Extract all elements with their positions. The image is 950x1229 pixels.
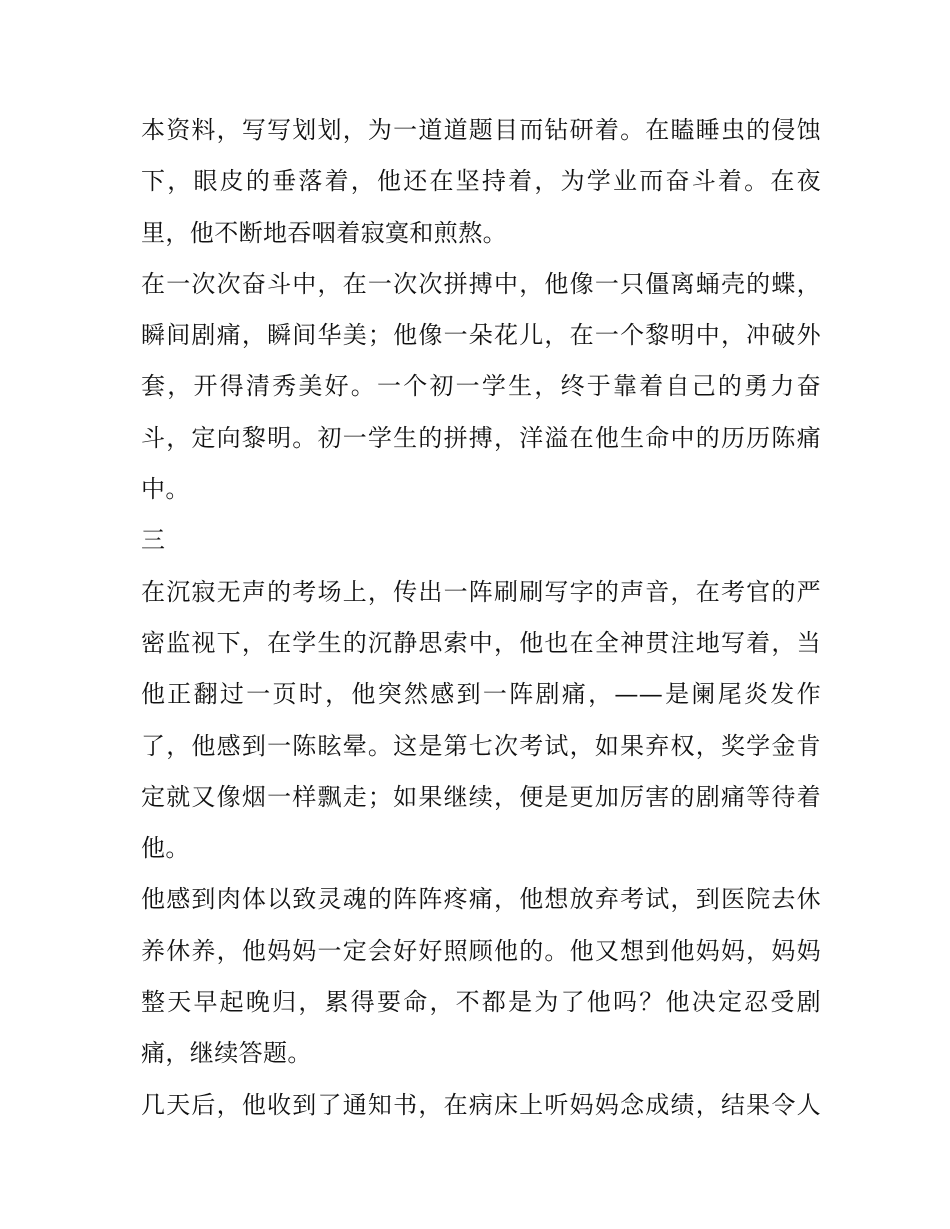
text-line: 几天后，他收到了通知书，在病床上听妈妈念成绩，结果令人: [141, 1090, 821, 1119]
text-line: 瞬间剧痛，瞬间华美；他像一朵花儿，在一个黎明中，冲破外: [141, 321, 821, 350]
text-line: 套，开得清秀美好。一个初一学生，终于靠着自己的勇力奋: [141, 372, 821, 401]
text-line: 他正翻过一页时，他突然感到一阵剧痛，——是阑尾炎发作: [141, 680, 821, 709]
text-line: 他。: [141, 834, 190, 863]
text-line: 了，他感到一陈眩晕。这是第七次考试，如果弃权，奖学金肯: [141, 731, 821, 760]
text-line: 下，眼皮的垂落着，他还在坚持着，为学业而奋斗着。在夜: [141, 167, 821, 196]
text-line: 中。: [141, 475, 190, 504]
text-line: 在一次次奋斗中，在一次次拼搏中，他像一只僵离蛹壳的蝶，: [141, 269, 821, 298]
text-line: 里，他不断地吞咽着寂寞和煎熬。: [141, 218, 507, 247]
text-line: 在沉寂无声的考场上，传出一阵刷刷写字的声音，在考官的严: [141, 577, 821, 606]
body-text: [141, 105, 821, 1131]
text-line: 三: [141, 526, 166, 555]
text-line: 斗，定向黎明。初一学生的拼搏，洋溢在他生命中的历历陈痛: [141, 423, 821, 452]
text-line: 本资料，写写划划，为一道道题目而钻研着。在瞌睡虫的侵蚀: [141, 116, 821, 144]
text-line: 定就又像烟一样飘走；如果继续，便是更加厉害的剧痛等待着: [141, 782, 821, 811]
text-line: 痛，继续答题。: [141, 1039, 312, 1068]
text-line: 密监视下，在学生的沉静思索中，他也在全神贯注地写着，当: [141, 628, 821, 657]
text-line: 他感到肉体以致灵魂的阵阵疼痛，他想放弃考试，到医院去休: [141, 885, 821, 914]
text-line: 养休养，他妈妈一定会好好照顾他的。他又想到他妈妈，妈妈: [141, 936, 821, 965]
text-line: 整天早起晚归，累得要命，不都是为了他吗？他决定忍受剧: [141, 988, 821, 1017]
